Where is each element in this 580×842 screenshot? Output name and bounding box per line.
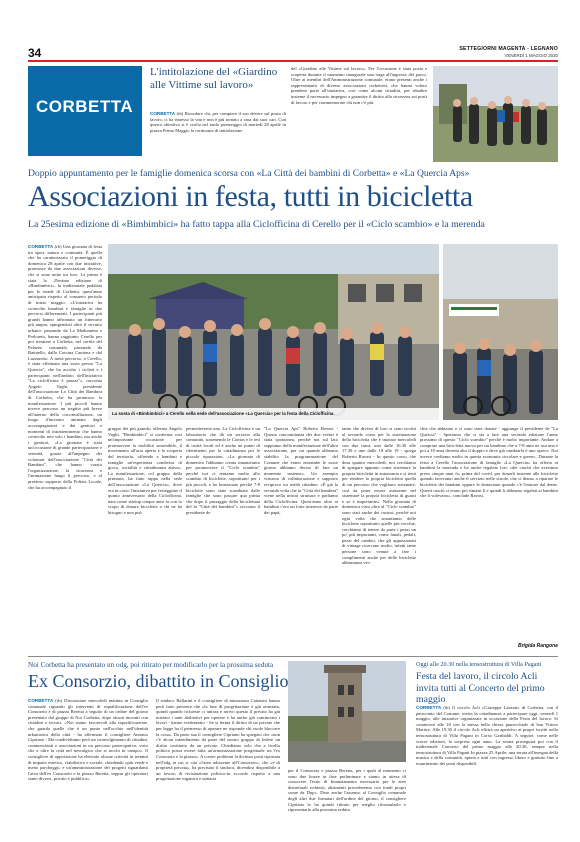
town-banner-label: CORBETTA (36, 97, 134, 116)
main-col-4: "La Quercia Aps" Roberto Ravasi - Questa concomitanza dei due eventi è stata spontanea, perché noi sul lato sappiamo della manifestazione dell'altra associazione, per cui quando abbiamo stabilito la programmazione del Comune che erano entrambe le sosse giorno abbiamo deciso di fare un momento insieme». Un esempio virtuoso di collaborazione e supporto reciproco tra realtà cittadine. «È già la seconda volta che la "Città dei bambini" viene nella nostra struttura e parliamo della Ciclofficina. Quest'anno oltre ai bambini c'era un forte interesse da parte dei papà, (264, 426, 338, 515)
second-col-1 (28, 698, 148, 822)
bike-festival-drawing (108, 244, 439, 420)
town-banner (28, 66, 142, 156)
second-col-3: per il Consorzio e piazza Beretta, per i quali al momento ci sono due bozze in fase preliminare e siamo in attesa di conoscere l'esito di finanziamento necessario per le aree distrettuali richiesti, altrimenti procederemo con fondi propri come da Dup». Dato anche l'assenso al Consiglio comunale degli altri due firmatari dell'ordine del giorno, il consigliere Cipriano lo ha quindi ritirato per meglio riformularlo e ripresentarlo alla prossima seduta. (288, 768, 406, 813)
third-lead: CORBETTA (416, 705, 442, 710)
main-subhead: La 25esima edizione di «Bimbimbici» ha fatto tappa alla Ciclofficina di Cerello per il «Ciclo scambio» e la merenda (28, 219, 485, 230)
main-col-1-text: (rb) Una giornata di festa tra sport, natura e comunità. È quella che ha caratterizzato il pomeriggio di domenica 28 aprile con due iniziative, promosse da due associazioni diverse, che si sono unite tra loro. La prima è stata la 25esima edizione di «Bimbimbici», la tradizionale pedalata per le strade di Corbetta, quest'anno anticipata rispetto al consueto periodo di inizio maggio. «L'iniziativa ha coinvolto bambini e famiglie in due percorsi differenziati. I partecipanti più grandi hanno affrontato un itinerario più ampio, spingendosi oltre il circuito urbano: passando da La Madonnina e Preloreto, hanno raggiunto Cerello per poi rientrare a Corbetta, nel cortile del Palazzo comunale, passando da Battuello, dalla Cascina Cantona e dal Lazzaretto. A metà percorso, a Cerello, è stata effettuata una sosta presso "La Quercia", che ha accolto i ciclisti e i partecipanti nell'ambito dell'iniziativa "La ciclofficina è piazza"», racconta Angelo Vaghi, presidente dell'associazione La Città dei Bambini di Corbetta, che ha promosso la manifestazione. I più piccoli hanno invece percorso un tragitto più breve all'interno della circonvallazione, un luogo d'incontro animato dagli accompagnatori e dai genitori e momenti di intrattenimento che hanno coinvolto non solo i bambini, ma anche i genitori. «La giornata è stata un'occasione di grande partecipazione e serenità, grazie all'impegno dei volontari dell'associazione "Città dei Bambini", che hanno curato l'organizzazione, la sicurezza e l'animazione lungo il percorso, e al prezioso supporto della Polizia Locale, che ha accompagnato il (28, 244, 102, 490)
brief-top-body-right: del «Giardino alle Vittime sul lavoro». Per l'occasione è stata posta e scoperta durante il momento inaugurale una targa all'ingresso del parco. Oltre ai membri dell'Amministrazione comunale, erano presenti anche i rappresentanti di diverse associazioni corbettesi, che hanno voluto prendere parte all'iniziativa, così come alcuni cittadini, per ribadire insieme il necessario impegno a garantire il diritto alla sicurezza sui posti di lavoro e per commemorare chi non c'è più. (291, 66, 427, 105)
ciclofficina-drawing (443, 244, 558, 420)
second-kicker: Noi Corbetta ha presentato un odg, poi ritirato per modificarlo per la prossima seduta (28, 661, 274, 669)
third-body (416, 705, 558, 823)
main-byline: Brigida Rangone (517, 643, 558, 649)
ex-consorzio-photo (288, 661, 406, 762)
second-lead: CORBETTA (28, 698, 54, 703)
photo-caption: La sosta di «Bimbimbici» a Cerello nella sede dell'associazione «La Quercia» per la festa della Ciclofficina (108, 408, 439, 420)
ceremony-photo (433, 66, 558, 162)
section-divider (28, 656, 558, 657)
third-kicker: Oggi alle 20.30 nella tensostruttura di Villa Pagani (416, 661, 542, 668)
header-rule (28, 60, 558, 62)
main-col-1 (28, 244, 102, 652)
page-number: 34 (28, 46, 42, 60)
ceremony-photo-drawing (433, 66, 558, 162)
brief-top-title: L'intitolazione del «Giardino alle Vittime sul lavoro» (150, 66, 278, 91)
ex-consorzio-drawing (288, 661, 406, 762)
brief-top-lead: CORBETTA (150, 111, 176, 116)
third-headline: Festa del lavoro, il circolo Acli invita tutti al Concerto del primo maggio (416, 671, 545, 705)
bike-festival-photo (108, 244, 439, 420)
main-headline: Associazioni in festa, tutti in bicicletta (28, 180, 473, 213)
second-headline: Ex Consorzio, dibattito in Consiglio (28, 671, 289, 691)
page-header (28, 46, 558, 60)
main-col-5: tanto che diversi di loro si sono iscritti al secondo corso per la sistemazione della bicicletta che è iniziato mercoledì con due turni, uno dalle 16.30 alle 17.30 e uno dalle 18 alle 19 - spiega Roberto Ravasi - In questo corso, che dura quattro mercoledì, noi cerchiamo di spiegare appunto come sistemare la propria bicicletta in autonomia e si terrà per rendere la propria bicicletta quella di un percorso che vogliono sistemare, così da poter essere autonomi nel sistemare la propria bicicletta di guasti e se è importante». Nella giornata di domenica visto oltre al "Ciclo scambio" sono stati anche dei curiosi, perché noi ogni volta che smontiamo delle biciclette soprattutto quelle più vecchie, cerchiamo di tenere da parte i pezzi un po' più importanti, come fanali, pedali, pezzi del cambio, che gli appassionati di vintage ricercano molto, infatti tante persone sono venute a fare i complimenti anche per delle biciclette abbastanza vec- (342, 426, 416, 566)
publication-name: SETTEGIORNI MAGENTA - LEGNANO (459, 46, 558, 52)
main-col-2: gruppo dei più grandi» afferma Angelo Vaghi. "Bimbimbici" si conferma così un'importante occasione per promuovere la mobilità sostenibile, il movimento all'aria aperta e la scoperta del territorio, offrendo a bambini e famiglie un'esperienza condivisa di gioco, socialità e cittadinanza attiva». La manifestazione, col gruppo della primaria, ha fatto tappa nella sede dell'associazione «La Quercia», dove era in corso l'iniziativa per festeggiare il quinto anniversario della Ciclofficina, nata come startup cinque anni fa con lo scopo di donare biciclette a chi ne ha bisogno e non può (108, 426, 182, 515)
ciclofficina-photo (443, 244, 558, 420)
third-body-text: (tb) Il circolo Acli «Giuseppe Lazzati» di Corbetta, con il patrocinio del Comune, invita la cittadinanza a partecipare oggi, venerdì 1 maggio, alle iniziative organizzate in occasione della Festa del lavoro. Si comincerà alle 18 con la messa nella chiesa parrocchiale di San Vittore Martire. Alle 19.30 il circolo Acli offrirà un aperitivo ai propri iscritti nella tensostruttura di Villa Pagani in Corso Garibaldi. A seguire, come nelle scorse edizioni, la sorpresa ogni anno. La serata proseguirà poi con il tradizionale Concerto del primo maggio alle 20.30, sempre nella tensostruttura di Villa Pagani In piazza 25 Aprile: una serata all'insegna della musica e della comunità, aperta a tutti con ingresso libero e gratuito fino a esaurimento dei posti disponibili. (416, 705, 558, 766)
brief-top-text-left: (tb) Ricordare chi, per compiere il suo dovere sul posto di lavoro, ci ha rimesso la vita e non è più tornato a casa dai suoi cari. Con questo obiettivo si è svolta nel tardo pomeriggio di martedì 28 aprile in piazza Primo Maggio la cerimonia di intitolazione (150, 111, 286, 133)
main-lead: CORBETTA (28, 244, 54, 249)
brief-top-body-left (150, 111, 286, 161)
main-col-3: permettersene una. La Ciclofficina è un laboratorio che dà un servizio alla comunità, sostenendo le Caritas e le reti di carità locali ed è anche un punto di riferimento per la cittadinanza per le piccole riparazioni. «La giornata di domenica l'abbiamo creata innanzitutto per promuovere il "Ciclo scambio" perché noi ci teniamo molto allo scambio di biciclette, soprattutto per i più piccoli, e ha funzionato perché 7-8 biciclette sono state scambiate dalle famiglie che sono passate qua prima che dopo il passaggio della biciclettata del la "Città dei bambini"» racconta il presidente de (186, 426, 260, 515)
issue-date: VENERDÌ 1 MAGGIO 2020 (504, 53, 558, 58)
main-col-6: chie che abbiamo e ci sono state donate - aggiunge il presidente de "La Quercia" - Speriamo che ci sia a fare una seconda edizione l'anno prossimo di questo "Ciclo scambio" perché è molto importante. Andare a comprare una bicicletta nuova per un bambino che a 7-8 anni ne usa una e poi a 10 anni diventa alto il doppio e deve già cambiarla è uno spreco. Noi invece crediamo molto in questa economia circolare e green». Durante la festa a Cerello l'associazione di famiglie «La Quercia» ha offerto ai bambini la merenda e ha anche regalato loro «dei caschi che avevamo preso cinque anni fa, prima del covid, per donarli insieme alle biciclette quando facevamo anche il servizio nelle scuole, che ci diamo a riparare le biciclette dei bambini oppure le donavamo quando c'è l'entrare dal dente. Questi caschi ci erano poi rimasti lì e quindi li abbiamo regalati ai bambini che li volevano», conclude Ravasi. (420, 426, 558, 499)
main-kicker: Doppio appuntamento per le famiglie domenica scorsa con «La Città dei bambini di Corbetta» e «La Quercia Aps» (28, 168, 470, 179)
second-col-2: Il sindaco Ballarini e il consigliere di minoranza Cattaneo hanno però fatto presente che «la fase di progettazione è già avanzata, quindi quando richieste ci tuttora e arrivo questo il privato ha già iniziato i tanti abilitativi per operare e ha anche già cominciato i lavori - hanno evidenziato - Se si ferma il diritto di un privato che per legge ha il permesso di operare ne risponde chi vuole bloccare la cosa». Da parte sua il consigliere Cipriano ha spiegato che «non c'è alcun intendimento da parte del nostro gruppo di ledere un diritto costituito da un privato. Chiediamo solo che a livello politico possa essere fatta un'armonizzazione progettuale tra l'ex Consorzio e la piazza». A creare problemi la dicitura posti riportata nell'odg in cui si cita «l'area adiacente all'Consorzio», che «è di proprietà privata», ha precisato il sindaco, dicendosi disponibile a un lavoro di rivisitazione politico-in accordo rispetto a una progettazione organica e unitaria (156, 698, 280, 782)
second-col-1-text: (rb) Discussione mercoledì mattina in Consiglio comunale riguardo gli interventi di riqualificazione dell'ex Consorzio e di piazza Beretta a seguito di un ordine del giorno presentato dal gruppo di Noi Corbetta, dopo alcuni incontri con cittadini e tecnici. «Noi siamo favorevoli alla riqualificazione, che guarda quelle che è un punto nell'occhio nell'identità urbanistica della città - ha affermato il consigliere Antonio Cipriano - Ma condividiamo però un coinvolgimento di cittadini, commercianti e associazioni in un percorso partecipativo, visto che a oltre la città nel nevralgico che si tocchi in campo». Il consigliere di opposizione ha elencato alcune criticità in termini di impatto estetico, viabilistico e sociale, chiedendo «più verde e meno parcheggi» e un'amministrazione dei progetti riguardanti l'area dell'ex Consorzio e la piazza Beretta, seppur gli operatori siano diversi, privato e pubblico». (28, 698, 148, 782)
